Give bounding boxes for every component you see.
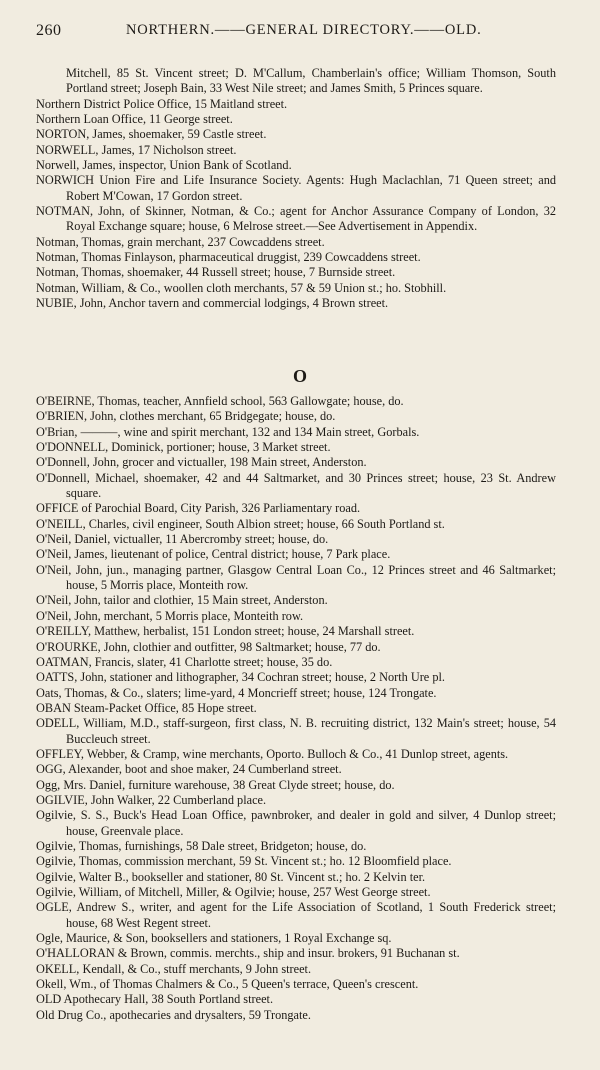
list-item: O'Brian, ———, wine and spirit merchant, 132 and 134 Main street, Gorbals.	[36, 424, 420, 439]
list-item: Notman, Thomas Finlayson, pharmaceutical druggist, 239 Cowcaddens street.	[36, 250, 421, 265]
page-header	[36, 22, 570, 44]
list-item: Mitchell, 85 St. Vincent street; D. M'Callum, Chamberlain's office; William Thomson, South Portland street; Joseph Bain, 33 West Nile street; and James Smith, 5 Princes square.	[66, 66, 556, 96]
list-item: O'ROURKE, John, clothier and outfitter, 98 Saltmarket; house, 77 do.	[36, 639, 381, 654]
list-item: O'Donnell, John, grocer and victualler, 198 Main street, Anderston.	[36, 455, 367, 470]
list-item: Norwell, James, inspector, Union Bank of Scotland.	[36, 158, 292, 173]
list-item: Ogle, Maurice, & Son, booksellers and stationers, 1 Royal Exchange sq.	[36, 931, 392, 946]
list-item: O'Neil, John, tailor and clothier, 15 Main street, Anderston.	[36, 593, 328, 608]
list-item: NORTON, James, shoemaker, 59 Castle street.	[36, 127, 267, 142]
list-item: Ogilvie, Walter B., bookseller and stationer, 80 St. Vincent st.; ho. 2 Kelvin ter.	[36, 869, 426, 884]
list-item: NUBIE, John, Anchor tavern and commercial lodgings, 4 Brown street.	[36, 296, 389, 311]
list-item: Ogilvie, S. S., Buck's Head Loan Office, pawnbroker, and dealer in gold and silver, 4 Dunlop street; house, Greenvale place.	[36, 808, 556, 838]
list-item: OGG, Alexander, boot and shoe maker, 24 Cumberland street.	[36, 762, 342, 777]
list-item: Old Drug Co., apothecaries and drysalters, 59 Trongate.	[36, 1007, 311, 1022]
list-item: O'Donnell, Michael, shoemaker, 42 and 44 Saltmarket, and 30 Princes street; house, 23 St. Andrew square.	[36, 470, 556, 501]
page-number: 260	[36, 22, 62, 39]
entries-o-list	[36, 394, 556, 1023]
list-item: OATMAN, Francis, slater, 41 Charlotte street; house, 35 do.	[36, 654, 333, 669]
list-item: NORWICH Union Fire and Life Insurance Society. Agents: Hugh Maclachlan, 71 Queen street; and Robert M'Cowan, 17 Gordon street.	[36, 173, 556, 203]
list-item: Oats, Thomas, & Co., slaters; lime-yard, 4 Moncrieff street; house, 124 Trongate.	[36, 685, 437, 700]
list-item: OKELL, Kendall, & Co., stuff merchants, 9 John street.	[36, 961, 312, 976]
list-item: Ogilvie, Thomas, furnishings, 58 Dale street, Bridgeton; house, do.	[36, 838, 367, 853]
list-item: Notman, Thomas, grain merchant, 237 Cowcaddens street.	[36, 234, 325, 249]
list-item: O'Neil, James, lieutenant of police, Central district; house, 7 Park place.	[36, 547, 391, 562]
list-item: Northern Loan Office, 11 George street.	[36, 112, 233, 127]
list-item: O'BEIRNE, Thomas, teacher, Annfield school, 563 Gallowgate; house, do.	[36, 394, 404, 408]
list-item: Northern District Police Office, 15 Maitland street.	[36, 96, 288, 111]
list-item: O'REILLY, Matthew, herbalist, 151 London street; house, 24 Marshall street.	[36, 624, 415, 639]
list-item: O'Neil, Daniel, victualler, 11 Abercromby street; house, do.	[36, 532, 329, 547]
list-item: O'NEILL, Charles, civil engineer, South Albion street; house, 66 South Portland st.	[36, 516, 445, 531]
list-item: O'BRIEN, John, clothes merchant, 65 Bridgegate; house, do.	[36, 409, 336, 424]
list-item: Notman, Thomas, shoemaker, 44 Russell street; house, 7 Burnside street.	[36, 265, 396, 280]
list-item: OGLE, Andrew S., writer, and agent for the Life Association of Scotland, 1 South Frederick street; house, 68 West Regent street.	[36, 900, 556, 930]
entries-n-list	[36, 66, 556, 312]
list-item: O'Neil, John, jun., managing partner, Glasgow Central Loan Co., 12 Princes street and 46 Saltmarket; house, 5 Morris place, Monteith row.	[36, 562, 556, 593]
list-item: OLD Apothecary Hall, 38 South Portland street.	[36, 992, 274, 1007]
list-item: O'DONNELL, Dominick, portioner; house, 3 Market street.	[36, 440, 331, 455]
running-head: NORTHERN.——GENERAL DIRECTORY.——OLD.	[126, 22, 482, 38]
list-item: Ogilvie, William, of Mitchell, Miller, & Ogilvie; house, 257 West George street.	[36, 885, 431, 899]
list-item: OGILVIE, John Walker, 22 Cumberland place.	[36, 792, 267, 807]
list-item: NORWELL, James, 17 Nicholson street.	[36, 142, 237, 157]
list-item: ODELL, William, M.D., staff-surgeon, first class, N. B. recruiting district, 132 Main's street; house, 54 Buccleuch street.	[36, 716, 556, 746]
list-item: OBAN Steam-Packet Office, 85 Hope street.	[36, 700, 257, 715]
list-item: OATTS, John, stationer and lithographer, 34 Cochran street; house, 2 North Ure pl.	[36, 670, 445, 685]
list-item: Notman, William, & Co., woollen cloth merchants, 57 & 59 Union st.; ho. Stobhill.	[36, 280, 447, 295]
list-item: O'Neil, John, merchant, 5 Morris place, Monteith row.	[36, 608, 304, 623]
list-item: OFFICE of Parochial Board, City Parish, 326 Parliamentary road.	[36, 501, 361, 516]
list-item: O'HALLORAN & Brown, commis. merchts., ship and insur. brokers, 91 Buchanan st.	[36, 946, 460, 961]
list-item: Ogg, Mrs. Daniel, furniture warehouse, 38 Great Clyde street; house, do.	[36, 777, 395, 792]
list-item: Okell, Wm., of Thomas Chalmers & Co., 5 Queen's terrace, Queen's crescent.	[36, 977, 419, 992]
section-letter: O	[292, 366, 307, 386]
list-item: Ogilvie, Thomas, commission merchant, 59 St. Vincent st.; ho. 12 Bloomfield place.	[36, 854, 452, 869]
list-item: NOTMAN, John, of Skinner, Notman, & Co.; agent for Anchor Assurance Company of London, 32 Royal Exchange square; house, 6 Melrose street.—See Advertisement in Appendix.	[36, 204, 556, 234]
list-item: OFFLEY, Webber, & Cramp, wine merchants, Oporto. Bulloch & Co., 41 Dunlop street, agents.	[36, 746, 509, 761]
